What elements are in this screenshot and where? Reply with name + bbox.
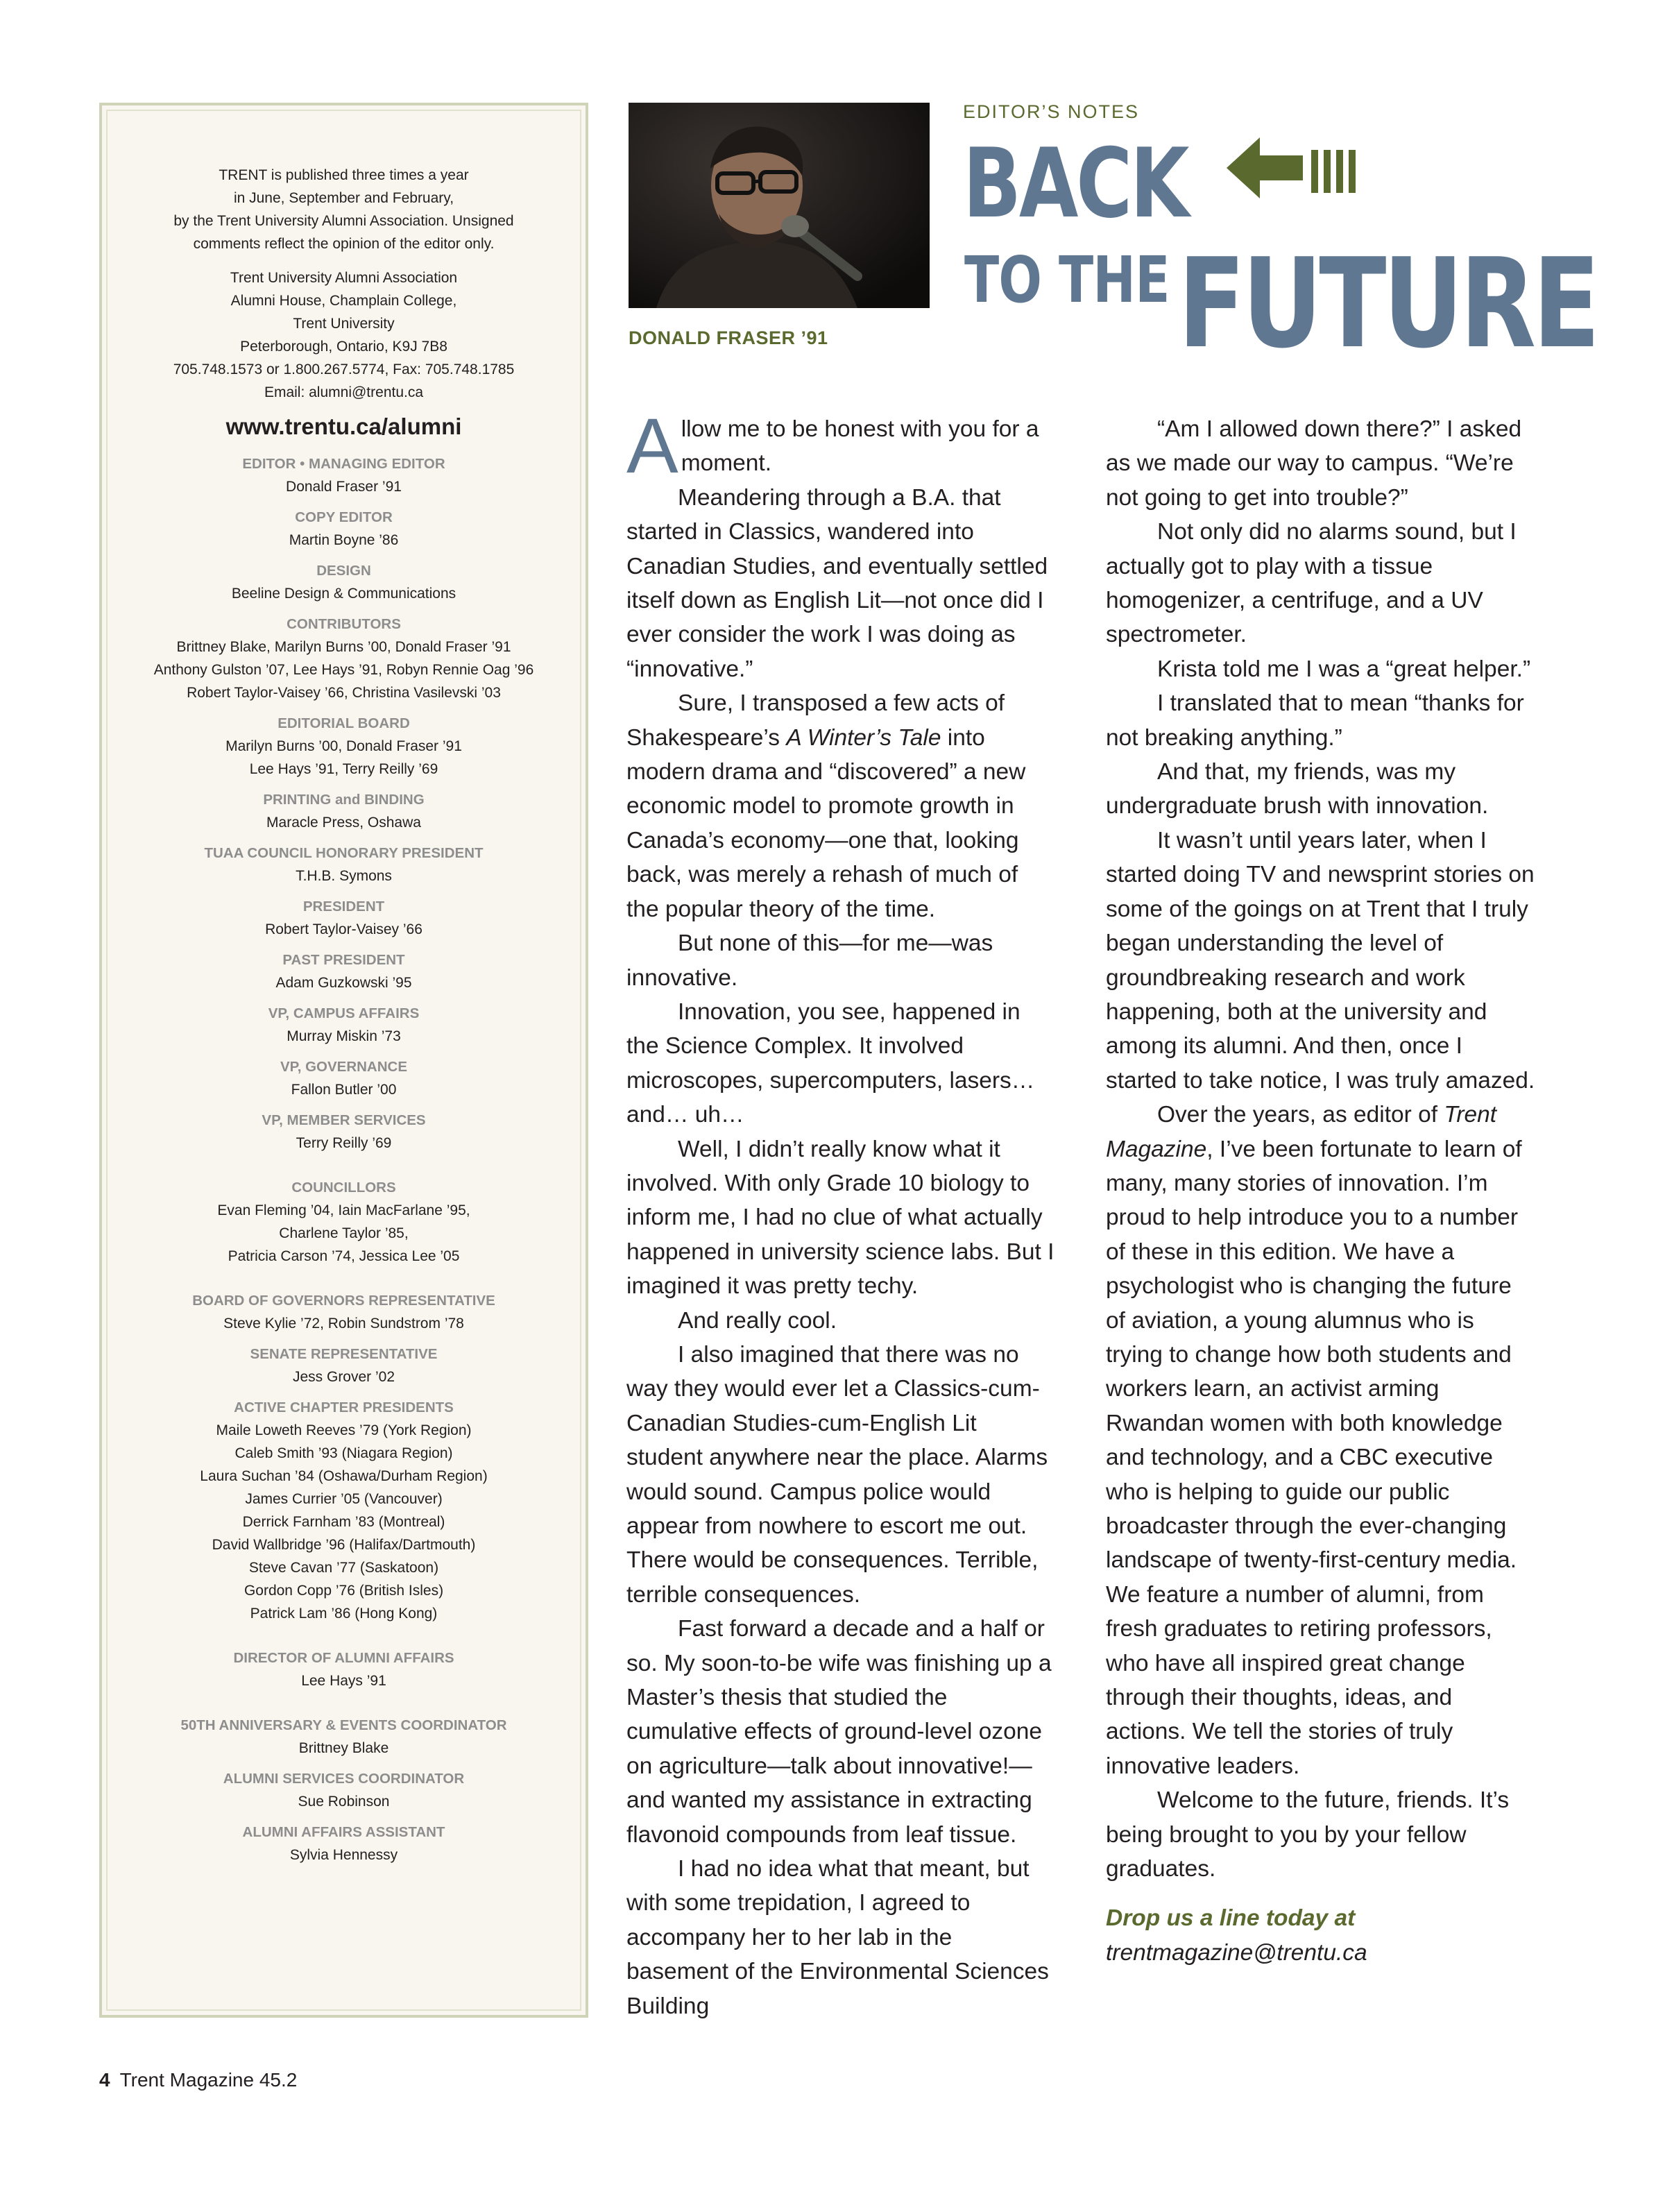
paragraph-text: , I’ve been fortunate to learn of many, many stories of innovation. I’m proud to help introduce you to a number of these in this edition. We have a psychologist who is changing the future of aviation, a young alumnus who is trying to change how both students and workers learn, an activist arming Rwandan women with both knowledge and technology, and a CBC executive who is helping to guide our public broadcaster through the ever-changing landscape of twenty-first-century media. We feature a number of alumni, from fresh graduates to retiring professors, who have all inspired great change through their thoughts, ideas, and actions. We tell the stories of truly innovative leaders. <box>1106 1136 1522 1779</box>
credit-heading: VP, GOVERNANCE <box>280 1059 408 1075</box>
credit-name: T.H.B. Symons <box>296 868 392 884</box>
title-back: BACK <box>963 128 1188 239</box>
credit-name: James Currier ’05 (Vancouver) <box>245 1491 443 1507</box>
credit-name: Patrick Lam ’86 (Hong Kong) <box>250 1606 438 1622</box>
credit-name: Terry Reilly ’69 <box>296 1135 392 1151</box>
credit-block <box>102 613 586 704</box>
left-arrow-icon <box>1227 137 1358 223</box>
intro-line: comments reflect the opinion of the editor only. <box>193 236 495 252</box>
credit-block <box>102 896 586 941</box>
address-line: Peterborough, Ontario, K9J 7B8 <box>240 339 447 355</box>
credit-name: Murray Miskin ’73 <box>287 1028 401 1044</box>
article-paragraph <box>626 402 1057 489</box>
credit-heading: VP, CAMPUS AFFAIRS <box>268 1005 420 1021</box>
credit-block <box>102 1821 586 1866</box>
credit-name: Marilyn Burns ’00, Donald Fraser ’91 <box>225 738 462 754</box>
article-paragraph: It wasn’t until years later, when I started doing TV and newsprint stories on some of the goings on at Trent that I truly began understanding the level of groundbreaking research and work happening, both at the university and among its alumni. And then, once I started to take notice, I was truly amazed. <box>1106 827 1535 1094</box>
article-paragraph <box>626 686 1057 926</box>
intro-line: in June, September and February, <box>233 190 454 206</box>
credit-block <box>102 1647 586 1692</box>
publication-info <box>102 164 586 255</box>
association-address <box>102 266 586 404</box>
masthead-sidebar <box>99 103 588 2018</box>
credit-name: Gordon Copp ’76 (British Isles) <box>244 1583 444 1599</box>
credit-name: Caleb Smith ’93 (Niagara Region) <box>234 1445 453 1461</box>
credit-name: Lee Hays ’91, Terry Reilly ’69 <box>249 761 438 777</box>
credit-heading: COPY EDITOR <box>295 509 393 525</box>
credit-block <box>102 1768 586 1813</box>
intro-line: TRENT is published three times a year <box>219 167 469 183</box>
credit-block <box>102 507 586 552</box>
article-paragraph: I also imagined that there was no way they would ever let a Classics-cum-Canadian Studies-cum-English Lit student anywhere near the place. Alarms would sound. Campus police would appear from nowhere to escort me out. There would be consequences. Terrible, terrible consequences. <box>626 1341 1048 1608</box>
credit-block <box>102 1343 586 1388</box>
section-kicker: EDITOR’S NOTES <box>963 101 1140 122</box>
credit-heading: COUNCILLORS <box>291 1180 396 1196</box>
credit-name: Evan Fleming ’04, Iain MacFarlane ’95, <box>217 1202 470 1218</box>
credit-block <box>102 1290 586 1335</box>
address-line: Trent University Alumni Association <box>230 270 458 286</box>
credit-block <box>102 453 586 498</box>
credit-heading: ALUMNI SERVICES COORDINATOR <box>223 1771 465 1787</box>
credit-heading: BOARD OF GOVERNORS REPRESENTATIVE <box>192 1293 495 1309</box>
article-paragraph: Innovation, you see, happened in the Science Complex. It involved microscopes, supercomputers, lasers… and… uh… <box>626 998 1035 1128</box>
credit-name: Beeline Design & Communications <box>231 586 456 602</box>
credit-heading: PAST PRESIDENT <box>282 952 405 968</box>
article-paragraph: Well, I didn’t really know what it involved. With only Grade 10 biology to inform me, I had no clue of what actually happened in university science labs. But I imagined it was pretty techy. <box>626 1136 1054 1300</box>
credit-block <box>102 1056 586 1101</box>
credit-name: Brittney Blake, Marilyn Burns ’00, Donald Fraser ’91 <box>176 639 511 655</box>
credit-heading: VP, MEMBER SERVICES <box>262 1112 426 1128</box>
credit-heading: ACTIVE CHAPTER PRESIDENTS <box>234 1399 454 1415</box>
credit-name: Sylvia Hennessy <box>289 1847 398 1863</box>
credit-name: Lee Hays ’91 <box>301 1673 386 1689</box>
credit-heading: CONTRIBUTORS <box>287 616 401 632</box>
credits-list <box>102 453 586 1866</box>
photo-caption: DONALD FRASER ’91 <box>629 327 828 348</box>
credit-heading: ALUMNI AFFAIRS ASSISTANT <box>242 1824 445 1840</box>
article-paragraph <box>1106 1098 1536 1783</box>
credit-heading: EDITORIAL BOARD <box>278 715 410 731</box>
credit-heading: PRESIDENT <box>302 899 385 914</box>
credit-block <box>102 842 586 887</box>
article-paragraph: Fast forward a decade and a half or so. My soon-to-be wife was finishing up a Master’s thesis that studied the cumulative effects of ground-level ozone on agriculture—talk about innovative!—and wanted my assistance in extracting flavonoid compounds from leaf tissue. <box>626 1616 1052 1848</box>
credit-block <box>102 1715 586 1760</box>
credit-name: Maracle Press, Oshawa <box>266 815 421 831</box>
article-paragraph: Krista told me I was a “great helper.” <box>1157 656 1531 682</box>
website-link[interactable]: www.trentu.ca/alumni <box>225 414 462 439</box>
article-column-1 <box>626 402 1057 2023</box>
credit-name: Patricia Carson ’74, Jessica Lee ’05 <box>228 1248 460 1264</box>
article-paragraph: I translated that to mean “thanks for not breaking anything.” <box>1106 690 1524 751</box>
title-future: FUTURE <box>1178 232 1597 375</box>
publication-issue: Trent Magazine 45.2 <box>119 2069 298 2091</box>
credit-name: Sue Robinson <box>298 1794 390 1810</box>
credit-name: Charlene Taylor ’85, <box>279 1225 409 1241</box>
credit-name: Robert Taylor-Vaisey ’66 <box>265 921 422 937</box>
credit-heading: TUAA COUNCIL HONORARY PRESIDENT <box>204 845 484 861</box>
credit-name: Martin Boyne ’86 <box>289 532 399 548</box>
credit-name: Steve Cavan ’77 (Saskatoon) <box>248 1560 439 1576</box>
paragraph-text: Over the years, as editor of <box>1157 1102 1444 1128</box>
address-line[interactable]: Email: alumni@trentu.ca <box>264 384 424 400</box>
credit-name: Derrick Farnham ’83 (Montreal) <box>242 1514 445 1530</box>
credit-heading: DESIGN <box>316 563 371 579</box>
credit-block <box>102 1003 586 1048</box>
credit-block <box>102 1109 586 1155</box>
credit-heading: 50TH ANNIVERSARY & EVENTS COORDINATOR <box>180 1717 507 1733</box>
credit-heading: SENATE REPRESENTATIVE <box>250 1346 438 1362</box>
credit-name: Brittney Blake <box>298 1740 389 1756</box>
article-paragraph: And that, my friends, was my undergraduate brush with innovation. <box>1106 759 1489 819</box>
page-number: 4 <box>99 2069 110 2091</box>
credit-name: Robert Taylor-Vaisey ’66, Christina Vasilevski ’03 <box>187 685 501 701</box>
paragraph-text: into modern drama and “discovered” a new economic model to promote growth in Canada’s economy—one that, looking back, was merely a rehash of much of the popular theory of the time. <box>626 724 1026 922</box>
credit-name: David Wallbridge ’96 (Halifax/Dartmouth) <box>212 1537 476 1553</box>
editor-portrait-illustration <box>629 103 930 308</box>
credit-name: Maile Loweth Reeves ’79 (York Region) <box>216 1422 472 1438</box>
magazine-title: Trent Magazine <box>1106 1102 1497 1162</box>
credit-block <box>102 713 586 781</box>
intro-line: by the Trent University Alumni Association. Unsigned <box>173 213 514 229</box>
call-to-action: Drop us a line today at <box>1106 1905 1356 1932</box>
article-paragraph: I had no idea what that meant, but with some trepidation, I agreed to accompany her to her lab in the basement of the Environmental Sciences Building <box>626 1856 1049 2019</box>
article-paragraph: And really cool. <box>678 1307 837 1334</box>
credit-block <box>102 1397 586 1625</box>
credit-name: Donald Fraser ’91 <box>286 479 402 495</box>
address-line: Trent University <box>293 316 395 332</box>
masthead-content <box>102 164 586 1875</box>
credit-name: Fallon Butler ’00 <box>291 1082 397 1098</box>
credit-heading: DIRECTOR OF ALUMNI AFFAIRS <box>233 1650 454 1666</box>
credit-block <box>102 560 586 605</box>
article-paragraph: Welcome to the future, friends. It’s being brought to you by your fellow graduates. <box>1106 1787 1510 1882</box>
credit-heading: PRINTING and BINDING <box>263 792 425 808</box>
credit-name: Steve Kylie ’72, Robin Sundstrom ’78 <box>223 1316 464 1332</box>
editor-photo <box>629 103 930 308</box>
contact-email-link[interactable]: trentmagazine@trentu.ca <box>1106 1939 1367 1966</box>
credit-block <box>102 1177 586 1268</box>
article-paragraph: But none of this—for me—was innovative. <box>626 930 993 991</box>
article-paragraph: “Am I allowed down there?” I asked as we made our way to campus. “We’re not going to get into trouble?” <box>1106 416 1522 511</box>
credit-name: Jess Grover ’02 <box>292 1369 395 1385</box>
address-line: 705.748.1573 or 1.800.267.5774, Fax: 705.748.1785 <box>173 361 515 377</box>
credit-block <box>102 789 586 834</box>
article-paragraph: Meandering through a B.A. that started in Classics, wandered into Canadian Studies, and eventually settled itself down as English Lit—not once did I ever consider the work I was doing as “innovative.” <box>626 484 1048 682</box>
address-line: Alumni House, Champlain College, <box>230 293 457 309</box>
drop-cap: A <box>626 402 678 489</box>
article-column-2 <box>1106 412 1536 1970</box>
credit-heading: EDITOR • MANAGING EDITOR <box>242 456 445 472</box>
page-footer <box>99 2069 297 2091</box>
play-title: A Winter’s Tale <box>786 724 941 751</box>
paragraph-text: llow me to be honest with you for a moment. <box>681 416 1039 477</box>
credit-name: Anthony Gulston ’07, Lee Hays ’91, Robyn Rennie Oag ’96 <box>153 662 534 678</box>
article-paragraph: Not only did no alarms sound, but I actually got to play with a tissue homogenizer, a centrifuge, and a UV spectrometer. <box>1106 519 1517 648</box>
credit-name: Adam Guzkowski ’95 <box>275 975 412 991</box>
credit-block <box>102 949 586 994</box>
credit-name: Laura Suchan ’84 (Oshawa/Durham Region) <box>200 1468 488 1484</box>
paragraph-text: Sure, I transposed a few acts of Shakespeare’s <box>626 690 1005 751</box>
title-to-the: TO THE <box>964 243 1170 317</box>
